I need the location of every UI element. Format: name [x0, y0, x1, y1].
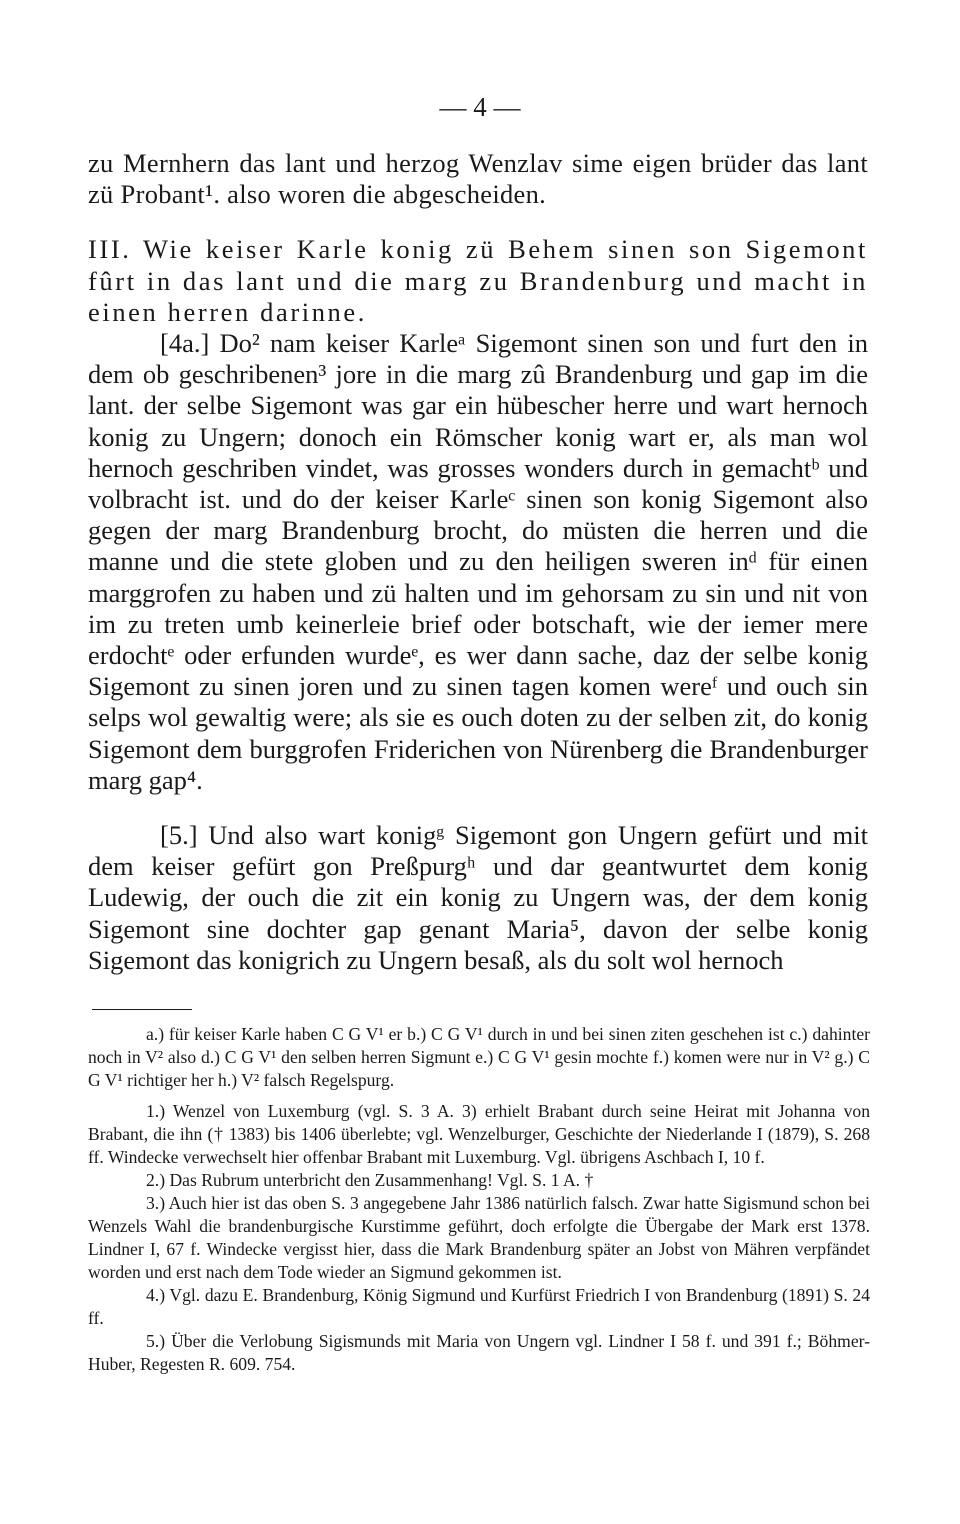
paragraph-2: [4a.] Do² nam keiser Karleᵃ Sigemont sinen son und furt den in dem ob geschribenen³ jore in die marg zû Brandenburg und gap im die lant. der selbe Sigemont was gar ein hübescher herre und wart hernoch konig zu Ungern; donoch ein Römscher konig wart er, als man wol hernoch geschriben vindet, was grosses wonders durch in gemachtᵇ und volbracht ist. und do der keiser Karleᶜ sinen son konig Sigemont also gegen der marg Brandenburg brocht, do müsten die herren und die manne und die stete globen und zu den heiligen sweren inᵈ für einen marggrofen zu haben und zü halten und im gehorsam zu sin und nit von im zu treten umb keinerleie brief oder botschaft, wie der iemer mere erdochtᵉ oder erfunden wurdeᵉ, es wer dann sache, daz der selbe konig Sigemont zu sinen joren und zu sinen tagen komen wereᶠ und ouch sin selps wol gewaltig were; als sie es ouch doten zu der selben zit, do konig Sigemont dem burggrofen Friderichen von Nürenberg die Brandenburger marg gap⁴.: [88, 328, 868, 795]
chapter-heading: III. Wie keiser Karle konig zü Behem sinen son Sigemont fûrt in das lant und die marg zu Brandenburg und macht in einen herren darinne.: [88, 234, 868, 327]
main-text: [88, 148, 868, 976]
paragraph-3: [5.] Und also wart konigᵍ Sigemont gon Ungern gefürt und mit dem keiser gefürt gon Preßpurgʰ und dar geantwurtet dem konig Ludewig, der ouch die zit ein konig zu Ungern was, der dem konig Sigemont sine dochter gap genant Maria⁵, davon der selbe konig Sigemont das konigrich zu Ungern besaß, als du solt wol hernoch: [88, 820, 868, 975]
footnote-3: 3.) Auch hier ist das oben S. 3 angegebene Jahr 1386 natürlich falsch. Zwar hatte Sigismund schon bei Wenzels Wahl die brandenburgische Kurstimme geführt, doch erfolgte die Übergabe der Mark erst 1378. Lindner I, 67 f. Windecke vergisst hier, dass die Mark Brandenburg später an Jobst von Mähren verpfändet worden und erst nach dem Tode wieder an Sigmund gekommen ist.: [88, 1193, 870, 1282]
footnote-4: 4.) Vgl. dazu E. Brandenburg, König Sigmund und Kurfürst Friedrich I von Brandenburg (1891) S. 24 ff.: [88, 1285, 870, 1328]
footnote-2: 2.) Das Rubrum unterbricht den Zusammenhang! Vgl. S. 1 A. †: [146, 1170, 594, 1190]
page-number: — 4 —: [439, 92, 521, 122]
footnote-5: 5.) Über die Verlobung Sigismunds mit Maria von Ungern vgl. Lindner I 58 f. und 391 f.; Böhmer-Huber, Regesten R. 609. 754.: [88, 1331, 870, 1374]
footnotes: [88, 1023, 870, 1376]
footnote-divider: [92, 1009, 192, 1010]
variant-notes: a.) für keiser Karle haben C G V¹ er b.) C G V¹ durch in und bei sinen ziten geschehen ist c.) dahinter noch in V² also d.) C G V¹ den selben herren Sigmunt e.) C G V¹ gesin mochte f.) komen were nur in V² g.) C G V¹ richtiger her h.) V² falsch Regelspurg.: [88, 1024, 870, 1090]
paragraph-1: zu Mernhern das lant und herzog Wenzlav sime eigen brüder das lant zü Probant¹. also woren die abgescheiden.: [88, 148, 868, 210]
footnote-1: 1.) Wenzel von Luxemburg (vgl. S. 3 A. 3) erhielt Brabant durch seine Heirat mit Johanna von Brabant, die ihn († 1383) bis 1406 überlebte; vgl. Wenzelburger, Geschichte der Niederlande I (1879), S. 268 ff. Windecke verwechselt hier offenbar Brabant mit Luxemburg. Vgl. übrigens Aschbach I, 10 f.: [88, 1101, 870, 1167]
